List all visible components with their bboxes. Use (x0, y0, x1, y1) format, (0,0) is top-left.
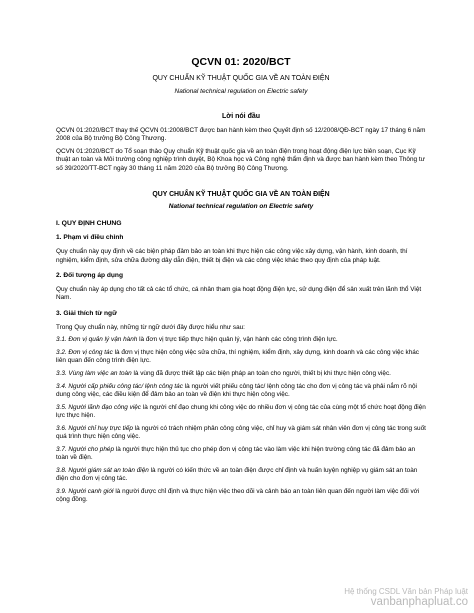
definition-term: 3.4. Người cấp phiếu công tác/ lệnh công tác (56, 382, 183, 390)
definition-text: là đơn vị trực tiếp thực hiện quản lý, vận hành các công trình điện lực. (137, 336, 338, 344)
definition-text: là người chỉ đạo chung khi công việc do nhiều đơn vị công tác của cùng một tổ chức hoạt động điện lực thực hiện. (56, 403, 426, 420)
definition-term: 3.3. Vùng làm việc an toàn (56, 370, 132, 378)
watermark (344, 587, 468, 608)
definition-term: 3.8. Người giám sát an toàn điện (56, 466, 149, 474)
scope-text: Quy chuẩn này quy định về các biện pháp đảm bảo an toàn khi thực hiện các công việc xây dựng, vận hành, kinh doanh, thí nghiệm, kiểm định, sửa chữa đường dây dẫn điện, thiết bị điện và các công việc khác theo quy định của pháp luật. (56, 248, 408, 264)
scope-heading: 1. Phạm vi điều chỉnh (56, 234, 124, 242)
definition-term: 3.6. Người chỉ huy trực tiếp (56, 424, 133, 432)
definition-text: là người có kiến thức về an toàn điện được chỉ định và huấn luyện nghiệp vụ giám sát an toàn điện cho đơn vị công tác. (56, 466, 418, 483)
foreword-paragraph-1: QCVN 01:2020/BCT thay thế QCVN 01:2008/BCT được ban hành kèm theo Quyết định số 12/2008/QĐ-BCT ngày 17 tháng 6 năm 2008 của Bộ trưởng Bộ Công Thương. (56, 127, 426, 143)
definition-term: 3.9. Người canh giới (56, 487, 114, 495)
definitions-heading: 3. Giải thích từ ngữ (56, 309, 117, 317)
definition-item (56, 336, 426, 344)
definition-text: là người viết phiếu công tác/ lệnh công tác cho đơn vị công tác và phải nắm rõ nội dung công việc, các điều kiện để đảm bảo an toàn về điện khi thực hiện công việc. (56, 382, 417, 399)
applicability-text: Quy chuẩn này áp dụng cho tất cả các tổ chức, cá nhân tham gia hoạt động điện lực, sử dụng điện để sản xuất trên lãnh thổ Việt Nam. (56, 286, 422, 302)
definition-term: 3.2. Đơn vị công tác (56, 349, 113, 357)
section-title-en: National technical regulation on Electric safety (168, 203, 314, 211)
regulation-title-en: National technical regulation on Electric safety (174, 88, 308, 95)
definition-text: là vùng đã được thiết lập các biện pháp an toàn cho người, thiết bị khi thực hiện công việc. (131, 370, 391, 378)
definition-item (56, 446, 426, 463)
definitions-intro: Trong Quy chuẩn này, những từ ngữ dưới đây được hiểu như sau: (56, 323, 245, 331)
definition-item (56, 467, 426, 484)
section-title-vi: QUY CHUẨN KỸ THUẬT QUỐC GIA VỀ AN TOÀN ĐIỆN (152, 191, 330, 199)
part-heading: I. QUY ĐỊNH CHUNG (56, 220, 122, 228)
definition-text: là người được chỉ định và thực hiện việc theo dõi và cảnh báo an toàn liên quan đến người làm việc đối với cộng đồng. (56, 487, 420, 504)
definition-item (56, 425, 426, 442)
applicability-heading: 2. Đối tượng áp dụng (56, 272, 123, 280)
watermark-line-2: vanbanphapluat.co (370, 596, 468, 608)
foreword-heading: Lời nói đầu (221, 113, 261, 120)
definition-term: 3.7. Người cho phép (56, 445, 115, 453)
definition-term: 3.1. Đơn vị quản lý vận hành (56, 336, 138, 344)
regulation-title-vi: QUY CHUẨN KỸ THUẬT QUỐC GIA VỀ AN TOÀN ĐIỆN (152, 75, 330, 82)
definition-item (56, 383, 426, 400)
foreword-paragraph-2: QCVN 01:2020/BCT do Tổ soạn thảo Quy chuẩn Kỹ thuật quốc gia về an toàn điện trong hoạt động điện lực biên soạn, Cục Kỹ thuật an toàn và Môi trường công nghiệp trình duyệt, Bộ Khoa học và Công nghệ thẩm định và được ban hành kèm theo Thông tư số 39/2020/TT-BCT ngày 30 tháng 11 năm 2020 của Bộ trưởng Bộ Công Thương. (56, 148, 425, 172)
definition-item (56, 370, 426, 378)
definition-text: là người có trách nhiệm phân công công việc, chỉ huy và giám sát nhân viên đơn vị công tác trong suốt quá trình thực hiện công việc. (56, 424, 426, 441)
definition-term: 3.5. Người lãnh đạo công việc (56, 403, 142, 411)
document-page (56, 56, 426, 509)
watermark-line-1: Hệ thống CSDL Văn bản Pháp luật (344, 587, 468, 596)
definition-item (56, 488, 426, 505)
definition-item (56, 349, 426, 366)
definition-item (56, 404, 426, 421)
definition-text: là người thực hiện thủ tục cho phép đơn vị công tác vào làm việc khi hiện trường công tác đã đảm bảo an toàn về điện. (56, 445, 416, 462)
regulation-code: QCVN 01: 2020/BCT (191, 56, 291, 68)
definition-text: là đơn vị thực hiện công việc sửa chữa, thí nghiệm, kiểm định, xây dựng, kinh doanh và các công việc khác liên quan đến công trình điện lực. (56, 349, 420, 365)
